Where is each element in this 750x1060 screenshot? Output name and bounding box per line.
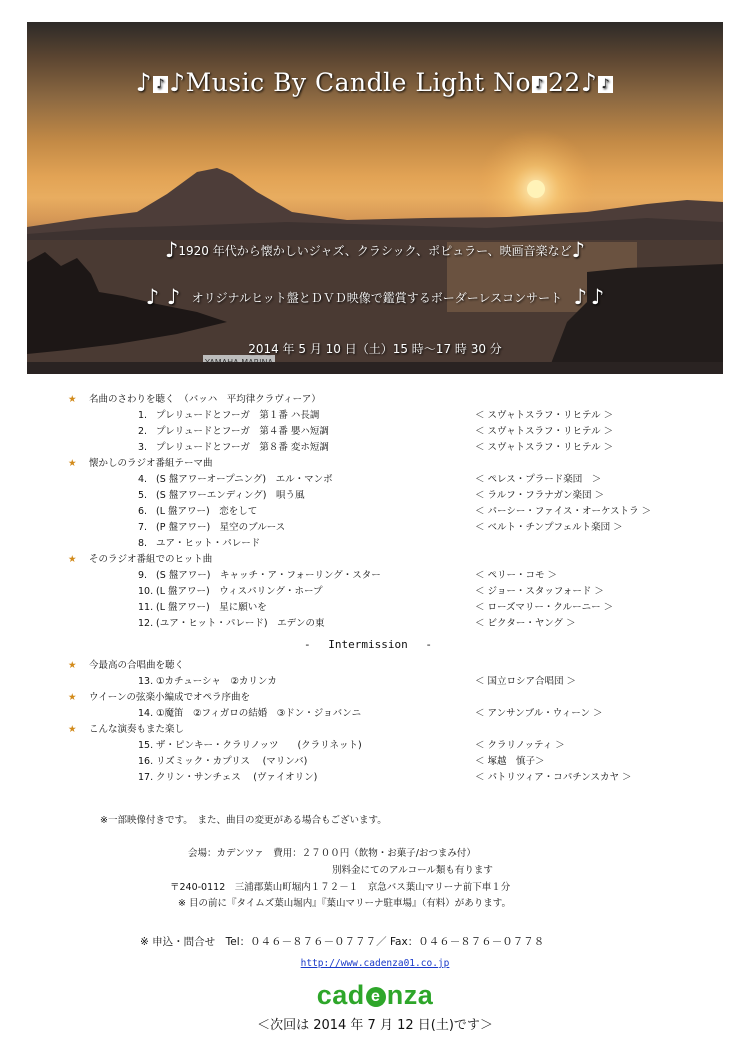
section-heading: ★ ウイーンの弦楽小編成でオペラ序曲を	[68, 690, 728, 706]
music-note-icon: ♪	[580, 68, 598, 97]
music-note-icon: ♪	[573, 285, 587, 309]
event-date: 2014 年 5 月 10 日（土）15 時～17 時 30 分	[248, 342, 502, 356]
star-icon: ★	[68, 394, 77, 405]
venue-fee: 会場：カデンツァ 費用：２７００円（飲物・お菓子/おつまみ付）	[188, 848, 476, 859]
program-item: 13. ①カチューシャ ②カリンカ ＜ 国立ロシア合唱団 ＞	[138, 676, 577, 687]
program-item: 14. ①魔笛 ②フィガロの結婚 ③ドン・ジョバンニ ＜ アンサンブル・ウィーン ＞	[138, 708, 603, 719]
cadenza-logo: cad e nza	[316, 980, 434, 1010]
parking-note: ※ 目の前に『タイムズ葉山堀内』『葉山マリーナ駐車場』（有料）があります。	[178, 898, 512, 909]
contact-info: ※ 申込・問合せ Tel：０４６－８７６－０７７７／ Fax：０４６－８７６－０７７８	[140, 936, 545, 948]
star-icon: ★	[68, 554, 77, 565]
logo-e-mark: e	[366, 987, 386, 1007]
music-note-box-icon: ♪	[532, 76, 547, 93]
program-item: 5. (S 盤アワーエンディング) 唄う風 ＜ ラルフ・フラナガン楽団 ＞	[138, 490, 605, 501]
program-item: 8. ユア・ヒット・パレード	[138, 538, 261, 549]
program-item: 4. (S 盤アワーオープニング) エル・マンボ ＜ ペレス・プラード楽団 ＞	[138, 474, 602, 485]
alcohol-note: 別料金にてのアルコール類も有ります	[332, 865, 493, 876]
concept-text: オリジナルヒット盤とＤＶＤ映像で鑑賞するボーダーレスコンサート	[191, 291, 563, 305]
music-note-box-icon: ♪	[153, 76, 168, 93]
program-item: 11. (L 盤アワー) 星に願いを ＜ ローズマリー・クルーニー ＞	[138, 602, 614, 613]
program-item: 12. (ユア・ヒット・パレード) エデンの東 ＜ ビクター・ヤング ＞	[138, 618, 576, 629]
program-item: 15. ザ・ピンキー・クラリノッツ (クラリネット) ＜ クラリノッティ ＞	[138, 740, 565, 751]
address: 〒240-0112 三浦郡葉山町堀内１７２－１ 京急バス葉山マリーナ前下車１分	[170, 882, 511, 893]
next-event: ＜次回は 2014 年 7 月 12 日(土)です＞	[257, 1018, 493, 1033]
star-icon: ★	[68, 692, 77, 703]
music-note-icon: ♪	[169, 68, 186, 97]
program-item: 16. リズミック・カプリス (マリンバ) ＜ 塚越 慎子＞	[138, 756, 545, 767]
program-list	[68, 392, 728, 786]
music-note-icon: ♪	[590, 285, 605, 309]
section-heading: ★ こんな演奏もまた楽し	[68, 722, 728, 738]
music-note-box-icon: ♪	[598, 76, 613, 93]
hero-photo	[27, 22, 723, 374]
event-title-text: Music By Candle Light No	[185, 68, 532, 97]
url-line	[0, 958, 750, 969]
program-item: 17. クリン・サンチェス (ヴァイオリン) ＜ パトリツィア・コパチンスカヤ ＞	[138, 772, 632, 783]
music-note-icon: ♪	[135, 68, 153, 97]
section-heading: ★ 名曲のさわりを聴く （バッハ 平均律クラヴィーア）	[68, 392, 728, 408]
event-number: 22	[548, 68, 581, 97]
concept-line	[27, 285, 723, 309]
music-note-icon: ♪	[145, 285, 160, 309]
genre-line	[27, 238, 723, 262]
music-note-icon: ♪	[164, 238, 179, 262]
star-icon: ★	[68, 660, 77, 671]
program-item: 7. (P 盤アワー) 星空のブルース ＜ ベルト・チンプフェルト楽団 ＞	[138, 522, 623, 533]
program-item: 1. プレリュードとフーガ 第１番 ハ長調 ＜ スヴャトスラフ・リヒテル ＞	[138, 410, 614, 421]
music-note-icon: ♪	[166, 285, 181, 309]
intermission: - Intermission -	[304, 638, 432, 651]
website-link[interactable]: http://www.cadenza01.co.jp	[300, 958, 450, 969]
program-item: 10. (L 盤アワー) ウィスパリング・ホープ ＜ ジョー・スタッフォード ＞	[138, 586, 604, 597]
program-item: 2. プレリュードとフーガ 第４番 嬰ハ短調 ＜ スヴャトスラフ・リヒテル ＞	[138, 426, 614, 437]
jetty	[27, 362, 723, 374]
section-heading: ★ 懐かしのラジオ番組テーマ曲	[68, 456, 728, 472]
section-heading: ★ 今最高の合唱曲を聴く	[68, 658, 728, 674]
section-heading: ★ そのラジオ番組でのヒット曲	[68, 552, 728, 568]
program-item: 9. (S 盤アワー) キャッチ・ア・フォーリング・スター ＜ ペリー・コモ ＞	[138, 570, 558, 581]
star-icon: ★	[68, 458, 77, 469]
event-title	[27, 68, 723, 97]
music-note-icon: ♪	[571, 238, 586, 262]
program-item: 6. (L 盤アワー) 恋をして ＜ パーシー・ファイス・オーケストラ ＞	[138, 506, 652, 517]
program-item: 3. プレリュードとフーガ 第８番 変ホ短調 ＜ スヴャトスラフ・リヒテル ＞	[138, 442, 614, 453]
star-icon: ★	[68, 724, 77, 735]
genre-text: 1920 年代から懐かしいジャズ、クラシック、ポピュラー、映画音楽など	[178, 244, 572, 258]
video-note: ※一部映像付きです。 また、曲目の変更がある場合もございます。	[100, 815, 387, 826]
sun	[527, 180, 545, 198]
